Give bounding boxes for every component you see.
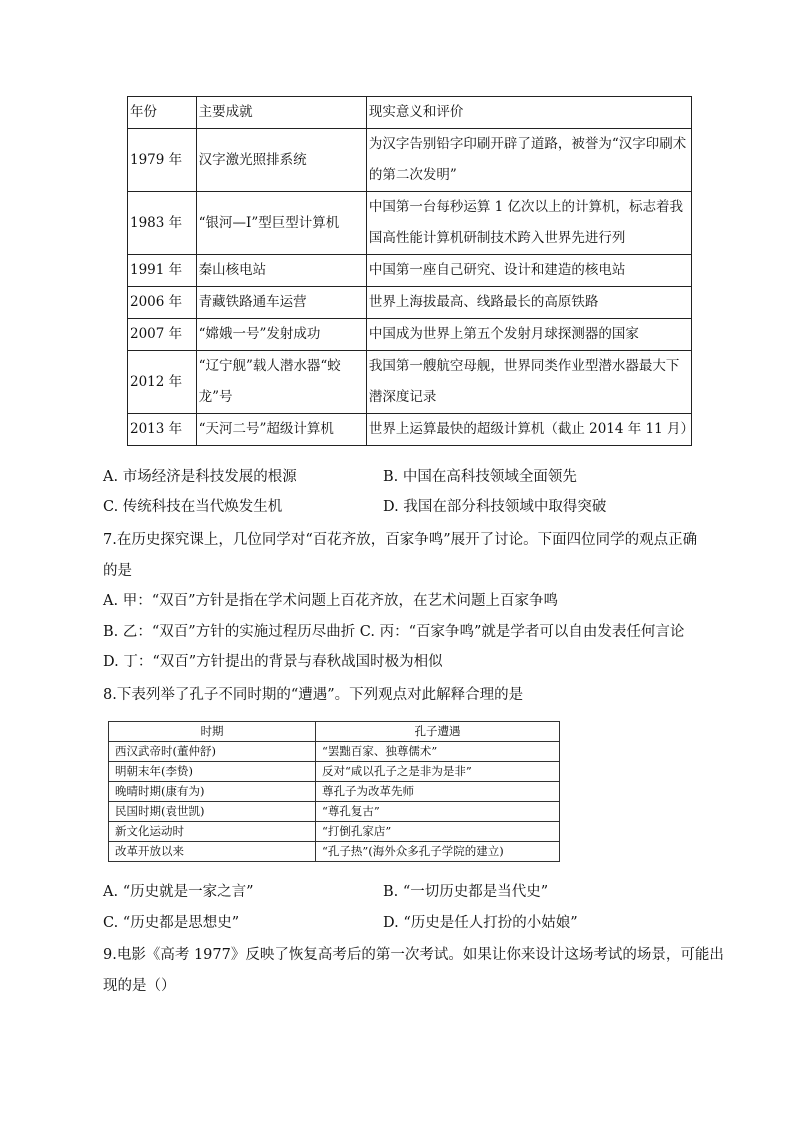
cell-evaluation: 中国成为世界上第五个发射月球探测器的国家 xyxy=(366,319,691,351)
cell-treatment: “打倒孔家店” xyxy=(316,822,560,842)
table-row xyxy=(128,351,692,414)
q8-option-c[interactable]: C. “历史都是思想史” xyxy=(103,915,240,931)
table-row xyxy=(128,287,692,319)
cell-evaluation: 我国第一艘航空母舰，世界同类作业型潜水器最大下潜深度记录 xyxy=(366,351,691,414)
cell-achievement: “天河二号”超级计算机 xyxy=(196,414,366,446)
cell-period: 晚晴时期(康有为) xyxy=(109,782,316,802)
cell-treatment: “罢黜百家、独尊儒术” xyxy=(316,742,560,762)
table-row xyxy=(109,842,560,862)
cell-period: 改革开放以来 xyxy=(109,842,316,862)
cell-achievement: 汉字激光照排系统 xyxy=(196,129,366,192)
table-row xyxy=(109,822,560,842)
cell-achievement: 秦山核电站 xyxy=(196,255,366,287)
table-header-row xyxy=(128,97,692,129)
cell-year: 1983 年 xyxy=(128,192,197,255)
q8-option-d[interactable]: D. “历史是任人打扮的小姑娘” xyxy=(383,915,578,931)
cell-period: 民国时期(袁世凯) xyxy=(109,802,316,822)
table-row xyxy=(109,802,560,822)
table-row xyxy=(128,192,692,255)
cell-treatment: “尊孔复古” xyxy=(316,802,560,822)
q8-option-b[interactable]: B. “一切历史都是当代史” xyxy=(383,884,549,900)
table-row xyxy=(128,414,692,446)
q6-option-c[interactable]: C. 传统科技在当代焕发生机 xyxy=(103,499,283,515)
cell-treatment: 反对“咸以孔子之是非为是非” xyxy=(316,762,560,782)
cell-year: 2006 年 xyxy=(128,287,197,319)
cell-achievement: 青藏铁路通车运营 xyxy=(196,287,366,319)
cell-evaluation: 中国第一台每秒运算 1 亿次以上的计算机，标志着我国高性能计算机研制技术跨入世界先进行列 xyxy=(366,192,691,255)
cell-achievement: “嫦娥一号”发射成功 xyxy=(196,319,366,351)
q6-option-a[interactable]: A. 市场经济是科技发展的根源 xyxy=(103,469,297,485)
table-row xyxy=(109,742,560,762)
q6-option-d[interactable]: D. 我国在部分科技领域中取得突破 xyxy=(383,499,607,515)
table-header-row xyxy=(109,722,560,742)
cell-achievement: “辽宁舰”载人潜水器“蛟龙”号 xyxy=(196,351,366,414)
q8-stem: 8.下表列举了孔子不同时期的“遭遇”。下列观点对此解释合理的是 xyxy=(103,687,524,703)
header-period: 时期 xyxy=(109,722,316,742)
q7-stem-line1: 7.在历史探究课上，几位同学对“百花齐放，百家争鸣”展开了讨论。下面四位同学的观点正确 xyxy=(103,532,698,548)
cell-year: 1991 年 xyxy=(128,255,197,287)
q9-stem-line1: 9.电影《高考 1977》反映了恢复高考后的第一次考试。如果让你来设计这场考试的场景，可能出 xyxy=(103,947,724,963)
cell-year: 1979 年 xyxy=(128,129,197,192)
cell-treatment: 尊孔子为改革先师 xyxy=(316,782,560,802)
cell-evaluation: 世界上运算最快的超级计算机（截止 2014 年 11 月） xyxy=(366,414,691,446)
header-achievement: 主要成就 xyxy=(196,97,366,129)
cell-year: 2012 年 xyxy=(128,351,197,414)
table-row xyxy=(128,255,692,287)
cell-period: 新文化运动时 xyxy=(109,822,316,842)
table-row xyxy=(109,762,560,782)
cell-period: 明朝末年(李贽) xyxy=(109,762,316,782)
header-year: 年份 xyxy=(128,97,197,129)
table-row xyxy=(109,782,560,802)
table-row xyxy=(128,129,692,192)
cell-period: 西汉武帝时(董仲舒) xyxy=(109,742,316,762)
cell-evaluation: 为汉字告别铅字印刷开辟了道路，被誉为“汉字印刷术的第二次发明” xyxy=(366,129,691,192)
q9-stem-line2: 现的是（） xyxy=(103,978,176,994)
cell-year: 2007 年 xyxy=(128,319,197,351)
header-evaluation: 现实意义和评价 xyxy=(366,97,691,129)
q7-stem-line2: 的是 xyxy=(103,563,132,579)
cell-evaluation: 中国第一座自己研究、设计和建造的核电站 xyxy=(366,255,691,287)
q8-option-a[interactable]: A. “历史就是一家之言” xyxy=(103,884,254,900)
q7-option-a[interactable]: A. 甲：“双百”方针是指在学术问题上百花齐放，在艺术问题上百家争鸣 xyxy=(103,593,559,609)
cell-treatment: “孔子热”(海外众多孔子学院的建立) xyxy=(316,842,560,862)
cell-year: 2013 年 xyxy=(128,414,197,446)
q7-option-b-c[interactable]: B. 乙：“双百”方针的实施过程历尽曲折 C. 丙：“百家争鸣”就是学者可以自由发表任何言论 xyxy=(103,624,685,640)
cell-evaluation: 世界上海拔最高、线路最长的高原铁路 xyxy=(366,287,691,319)
cell-achievement: “银河—I”型巨型计算机 xyxy=(196,192,366,255)
q7-option-d[interactable]: D. 丁：“双百”方针提出的背景与春秋战国时极为相似 xyxy=(103,654,443,670)
achievements-table xyxy=(127,96,695,446)
q6-option-b[interactable]: B. 中国在高科技领域全面领先 xyxy=(383,469,577,485)
header-treatment: 孔子遭遇 xyxy=(316,722,560,742)
table-row xyxy=(128,319,692,351)
confucius-table xyxy=(108,721,560,862)
